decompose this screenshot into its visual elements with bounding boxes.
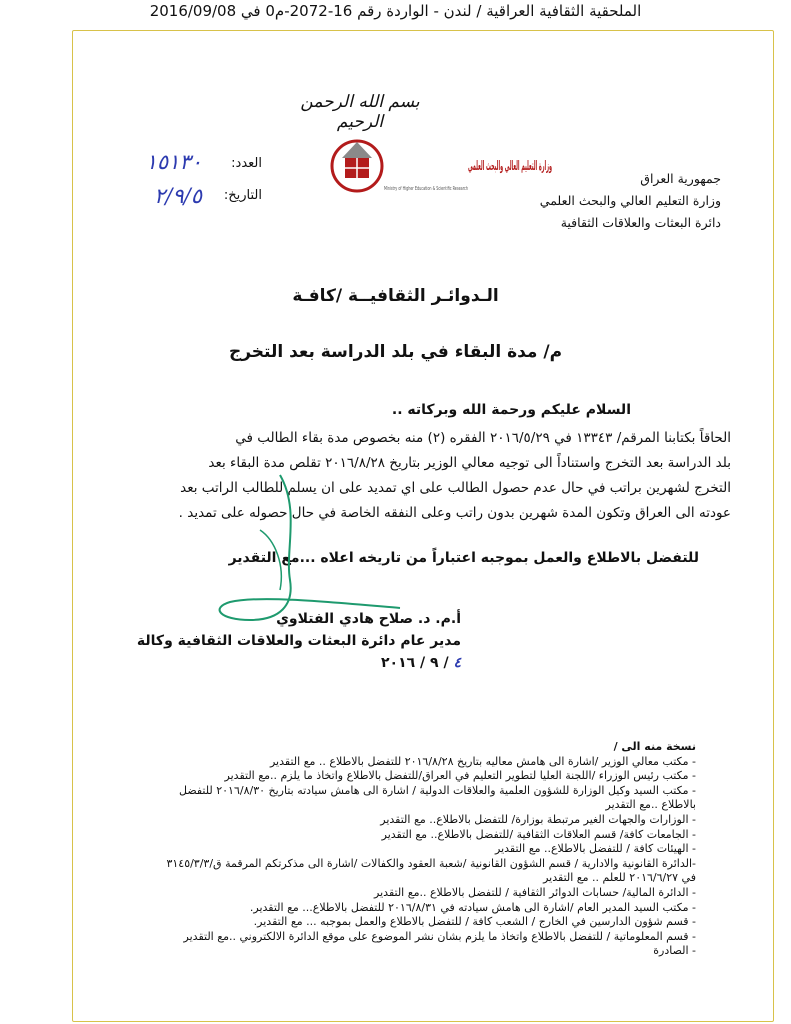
- body-line: بلد الدراسة بعد التخرج واستناداً الى توجيه معالي الوزير بتاريخ ٢٠١٦/٨/٢٨ تقلص مدة البقاء بعد: [208, 455, 731, 471]
- copies-item: - الوزارات والجهات الغير مرتبطة بوزارة/ للتفضل بالاطلاع.. مع التقدير: [380, 812, 696, 826]
- org-line-ministry: وزارة التعليم العالي والبحث العلمي: [539, 193, 721, 208]
- signature-date: [137, 652, 461, 674]
- copies-item: - مكتب معالي الوزير /اشارة الى هامش معاليه بتاريخ ٢٠١٦/٨/٢٨ للتفضل بالاطلاع .. مع التقدير: [269, 754, 696, 768]
- signature-block: [137, 608, 461, 674]
- copies-item: - مكتب رئيس الوزراء /اللجنة العليا لتطوير التعليم في العراق/للتفضل بالاطلاع واتخاذ ما يلزم ..مع التقدير: [224, 769, 696, 783]
- logo-subtitle: Ministry of Higher Education & Scientific Research: [384, 186, 468, 192]
- number-label: العدد:: [231, 156, 262, 171]
- copies-item: - الدائرة المالية/ حسابات الدوائر الثقافية / للتفضل بالاطلاع ..مع التقدير: [374, 885, 696, 899]
- body-line: التخرج لشهرين براتب في حال عدم حصول الطالب على اي تمديد على ان يسلم للطالب الراتب بعد: [180, 480, 731, 496]
- reference-block: [92, 150, 262, 220]
- letterhead-organization: [481, 168, 721, 234]
- recipient-line: الـدوائـر الثقافيــة /كافـة: [292, 286, 499, 306]
- signatory-name: أ.م. د. صلاح هادي الفتلاوي: [276, 611, 461, 627]
- org-line-country: جمهورية العراق: [640, 171, 721, 186]
- copies-title: نسخة منه الى /: [613, 740, 696, 753]
- copies-item: - قسم المعلوماتية / للتفضل بالاطلاع واتخاذ ما يلزم بشان نشر الموضوع على موقع الدائرة الالكتروني ..مع التقدير: [183, 929, 696, 943]
- date-label: التاريخ:: [223, 188, 262, 203]
- fax-header: الملحقية الثقافية العراقية / لندن - الواردة رقم 16-2072-م0 في 2016/09/08: [149, 2, 642, 20]
- org-line-department: دائرة البعثات والعلاقات الثقافية: [560, 215, 721, 230]
- ministry-logo: [330, 128, 552, 218]
- date-value: ٢/٩/٥: [154, 184, 202, 208]
- closing-line: للتفضل بالاطلاع والعمل بموجبه اعتباراً من تاريخه اعلاه ...مع التقدير: [228, 550, 699, 566]
- copies-item: -الدائرة القانونية والادارية / قسم الشؤون القانونية /شعبة العقود والكفالات /اشارة الى مذكرتكم المرقمة ق/٣١٤٥/٣/٣: [166, 856, 696, 870]
- signature-date-printed: / ٩ / ٢٠١٦: [380, 655, 449, 671]
- copies-item: - مكتب السيد وكيل الوزارة للشؤون العلمية والعلاقات الدولية / اشارة الى هامش سيادته بتاريخ ٢٠١٦/٨/٣٠ للتفضل: [178, 783, 696, 797]
- body-line: الحاقاً بكتابنا المرقم/ ١٣٣٤٣ في ٢٠١٦/٥/٢٩ الفقره (٢) منه بخصوص مدة بقاء الطالب في: [235, 430, 731, 446]
- copies-item: - الهيئات كافة / للتفضل بالاطلاع.. مع التقدير: [495, 842, 696, 856]
- copies-item: - مكتب السيد المدير العام /اشارة الى هامش سيادته في ٢٠١٦/٨/٣١ للتفضل بالاطلاع... مع التقدير.: [249, 900, 696, 914]
- subject-line: م/ مدة البقاء في بلد الدراسة بعد التخرج: [228, 342, 563, 362]
- greeting: السلام عليكم ورحمة الله وبركاته ..: [391, 402, 631, 418]
- basmala: بسم الله الرحمن الرحيم: [300, 92, 420, 132]
- copies-item: - قسم شؤون الدارسين في الخارج / الشعب كافة / للتفضل بالاطلاع والعمل بموجبه ... مع التقدير.: [253, 915, 696, 929]
- copies-item: في ٢٠١٦/٦/٢٧ للعلم .. مع التقدير: [543, 871, 696, 885]
- copies-item: - الجامعات كافة/ قسم العلاقات الثقافية /للتفضل بالاطلاع.. مع التقدير: [381, 827, 696, 841]
- copies-item: بالاطلاع ..مع التقدير: [605, 798, 696, 812]
- copies-item: - الصادرة: [653, 944, 696, 958]
- number-value: ١٥١٣٠: [145, 150, 202, 174]
- logo-title: وزارة التعليم العالي والبحث العلمي: [468, 159, 552, 174]
- copies-list: [96, 740, 696, 959]
- signature-date-handwritten: ٤: [453, 655, 461, 671]
- signatory-title: مدير عام دائرة البعثات والعلاقات الثقافية وكالة: [136, 633, 461, 649]
- body-line: عودته الى العراق وتكون المدة شهرين بدون راتب وعلى النفقه الخاصة في حال حصوله على تمديد .: [178, 505, 731, 521]
